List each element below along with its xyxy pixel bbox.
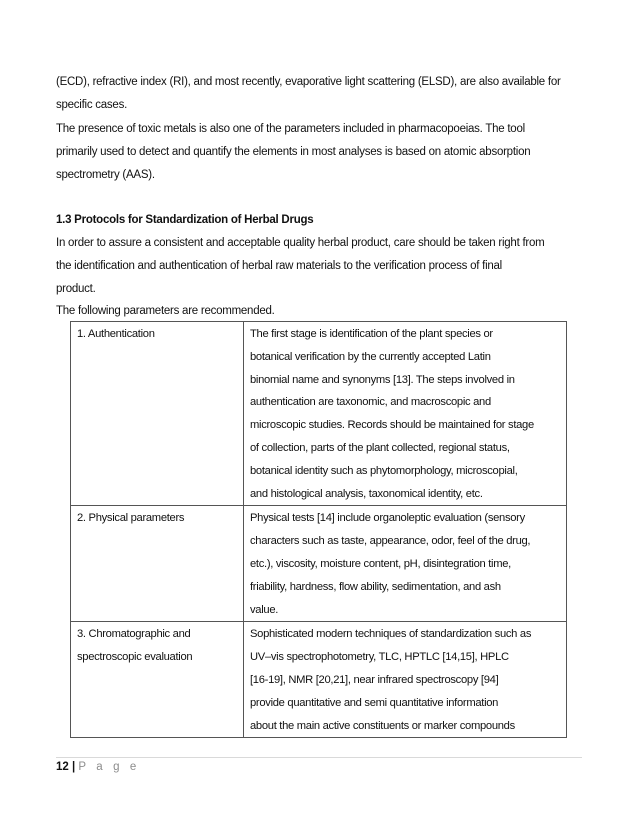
parameter-description-cell [244, 622, 567, 738]
description-line: of collection, parts of the plant collected, regional status, [250, 441, 510, 454]
page-footer [56, 759, 140, 775]
paragraph-protocols [56, 232, 586, 301]
description-line: provide quantitative and semi quantitative information [250, 696, 499, 709]
footer-separator: | [72, 761, 76, 773]
table-row [71, 506, 567, 622]
parameter-name-line: 3. Chromatographic and [77, 628, 191, 641]
parameter-name-line: spectroscopic evaluation [77, 651, 193, 664]
paragraph-toxic-metals [56, 118, 586, 187]
description-line: characters such as taste, appearance, odor, feel of the drug, [250, 535, 531, 548]
table-row [71, 622, 567, 738]
description-line: value. [250, 603, 279, 616]
description-line: botanical identity such as phytomorphology, microscopial, [250, 464, 518, 477]
paragraph-detectors [56, 71, 586, 117]
parameter-name-line: 1. Authentication [77, 328, 155, 340]
description-line: etc.), viscosity, moisture content, pH, disintegration time, [250, 557, 511, 570]
description-line: botanical verification by the currently accepted Latin [250, 350, 491, 363]
text-line: (ECD), refractive index (RI), and most recently, evaporative light scattering (ELSD), are also available for [56, 76, 561, 88]
table-row [71, 322, 567, 506]
parameters-table [70, 321, 567, 738]
parameter-description-cell [244, 506, 567, 622]
text-line: the identification and authentication of herbal raw materials to the verification process of final [56, 260, 502, 272]
text-line: In order to assure a consistent and acceptable quality herbal product, care should be taken right from [56, 237, 545, 249]
parameter-name-cell [71, 506, 244, 622]
description-line: binomial name and synonyms [13]. The steps involved in [250, 373, 515, 386]
description-line: UV–vis spectrophotometry, TLC, HPTLC [14,15], HPLC [250, 651, 509, 664]
description-line: friability, hardness, flow ability, sedimentation, and ash [250, 580, 501, 593]
parameter-name-line: 2. Physical parameters [77, 512, 185, 525]
description-line: Sophisticated modern techniques of standardization such as [250, 628, 532, 641]
page-label: P a g e [78, 761, 140, 773]
description-line: The first stage is identification of the plant species or [250, 328, 493, 340]
section-heading: 1.3 Protocols for Standardization of Herbal Drugs [56, 214, 314, 226]
text-line: specific cases. [56, 99, 128, 111]
description-line: and histological analysis, taxonomical identity, etc. [250, 487, 483, 500]
parameter-description-cell [244, 322, 567, 506]
text-line: The presence of toxic metals is also one of the parameters included in pharmacopoeias. The tool [56, 123, 525, 135]
description-line: [16-19], NMR [20,21], near infrared spectroscopy [94] [250, 673, 499, 686]
page-number: 12 [56, 761, 69, 773]
text-line: spectrometry (AAS). [56, 169, 155, 181]
description-line: microscopic studies. Records should be maintained for stage [250, 419, 534, 432]
footer-divider [56, 757, 582, 758]
description-line: authentication are taxonomic, and macroscopic and [250, 396, 491, 409]
text-line: product. [56, 283, 96, 295]
description-line: Physical tests [14] include organoleptic evaluation (sensory [250, 512, 525, 525]
paragraph-recommended: The following parameters are recommended. [56, 305, 275, 317]
description-line: about the main active constituents or marker compounds [250, 719, 515, 732]
parameter-name-cell [71, 322, 244, 506]
text-line: primarily used to detect and quantify the elements in most analyses is based on atomic absorption [56, 146, 531, 158]
parameter-name-cell [71, 622, 244, 738]
